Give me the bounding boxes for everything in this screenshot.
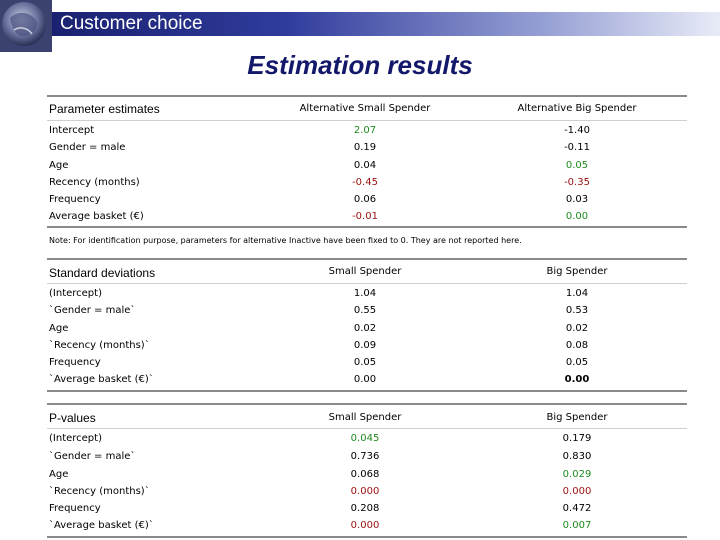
table-cell: 0.09 — [353, 340, 377, 351]
table-cell: 0.05 — [565, 357, 589, 368]
section3-title: P-values — [49, 411, 96, 425]
table-cell: 0.208 — [350, 503, 380, 514]
table-row-label: `Average basket (€)` — [49, 374, 154, 385]
section2-header-rule — [47, 283, 687, 284]
table-cell: 0.00 — [353, 374, 377, 385]
table-cell: 0.05 — [565, 160, 589, 171]
table-row-label: Frequency — [49, 357, 101, 368]
table-cell: -1.40 — [564, 125, 590, 136]
table-row-label: Intercept — [49, 125, 95, 136]
table-cell: 0.000 — [350, 486, 380, 497]
table-cell: 0.05 — [353, 357, 377, 368]
table-cell: 0.00 — [565, 211, 589, 222]
table-cell: 0.000 — [350, 520, 380, 531]
table-row-label: Age — [49, 160, 69, 171]
table-row-label: Age — [49, 323, 69, 334]
table-cell: 0.53 — [565, 305, 589, 316]
table-row-label: `Recency (months)` — [49, 486, 150, 497]
table-cell: 0.03 — [565, 194, 589, 205]
table-cell: 0.830 — [562, 451, 592, 462]
table-row-label: Frequency — [49, 194, 101, 205]
section1-col-header: Alternative Big Spender — [517, 103, 637, 114]
section3-col-header: Small Spender — [328, 412, 402, 423]
table-cell: 0.02 — [565, 323, 589, 334]
table-row-label: Average basket (€) — [49, 211, 144, 222]
table-cell: 0.19 — [353, 142, 377, 153]
footnote: Note: For identification purpose, parameters for alternative Inactive have been fixed to 0. They are not reported here. — [49, 236, 522, 245]
table-cell: 0.08 — [565, 340, 589, 351]
table-cell: 0.068 — [350, 469, 380, 480]
table-cell: -0.45 — [352, 177, 378, 188]
section1-header-rule — [47, 120, 687, 121]
section2-top-rule — [47, 258, 687, 260]
table-cell: 0.55 — [353, 305, 377, 316]
table-cell: -0.35 — [564, 177, 590, 188]
table-cell: 2.07 — [353, 125, 377, 136]
section1-top-rule — [47, 95, 687, 97]
table-row-label: Age — [49, 469, 69, 480]
table-row-label: `Average basket (€)` — [49, 520, 154, 531]
table-cell: 0.02 — [353, 323, 377, 334]
table-cell: 0.472 — [562, 503, 592, 514]
section3-top-rule — [47, 403, 687, 405]
table-cell: 1.04 — [353, 288, 377, 299]
section2-title: Standard deviations — [49, 266, 156, 280]
table-cell: 0.045 — [350, 433, 380, 444]
table-cell: 0.007 — [562, 520, 592, 531]
logo-globe-icon — [0, 0, 52, 52]
table-cell: -0.01 — [352, 211, 378, 222]
section1-bottom-rule — [47, 226, 687, 228]
section3-col-header: Big Spender — [546, 412, 608, 423]
header-title: Customer choice — [60, 13, 203, 34]
table-row-label: Frequency — [49, 503, 101, 514]
table-cell: 0.000 — [562, 486, 592, 497]
table-row-label: `Gender = male` — [49, 305, 136, 316]
table-cell: 1.04 — [565, 288, 589, 299]
table-cell: -0.11 — [564, 142, 590, 153]
section3-bottom-rule — [47, 536, 687, 538]
table-row-label: (Intercept) — [49, 288, 102, 299]
table-cell: 0.179 — [562, 433, 592, 444]
section2-col-header: Big Spender — [546, 266, 608, 277]
header-banner — [0, 0, 720, 40]
table-cell: 0.00 — [564, 374, 590, 385]
table-cell: 0.029 — [562, 469, 592, 480]
section2-bottom-rule — [47, 390, 687, 392]
table-row-label: `Gender = male` — [49, 451, 136, 462]
table-row-label: Recency (months) — [49, 177, 140, 188]
section1-col-header: Alternative Small Spender — [299, 103, 431, 114]
section1-title: Parameter estimates — [49, 102, 160, 116]
slide-title: Estimation results — [247, 50, 473, 80]
table-cell: 0.06 — [353, 194, 377, 205]
table-row-label: Gender = male — [49, 142, 126, 153]
table-cell: 0.04 — [353, 160, 377, 171]
section2-col-header: Small Spender — [328, 266, 402, 277]
table-row-label: `Recency (months)` — [49, 340, 150, 351]
table-cell: 0.736 — [350, 451, 380, 462]
table-row-label: (Intercept) — [49, 433, 102, 444]
section3-header-rule — [47, 428, 687, 429]
